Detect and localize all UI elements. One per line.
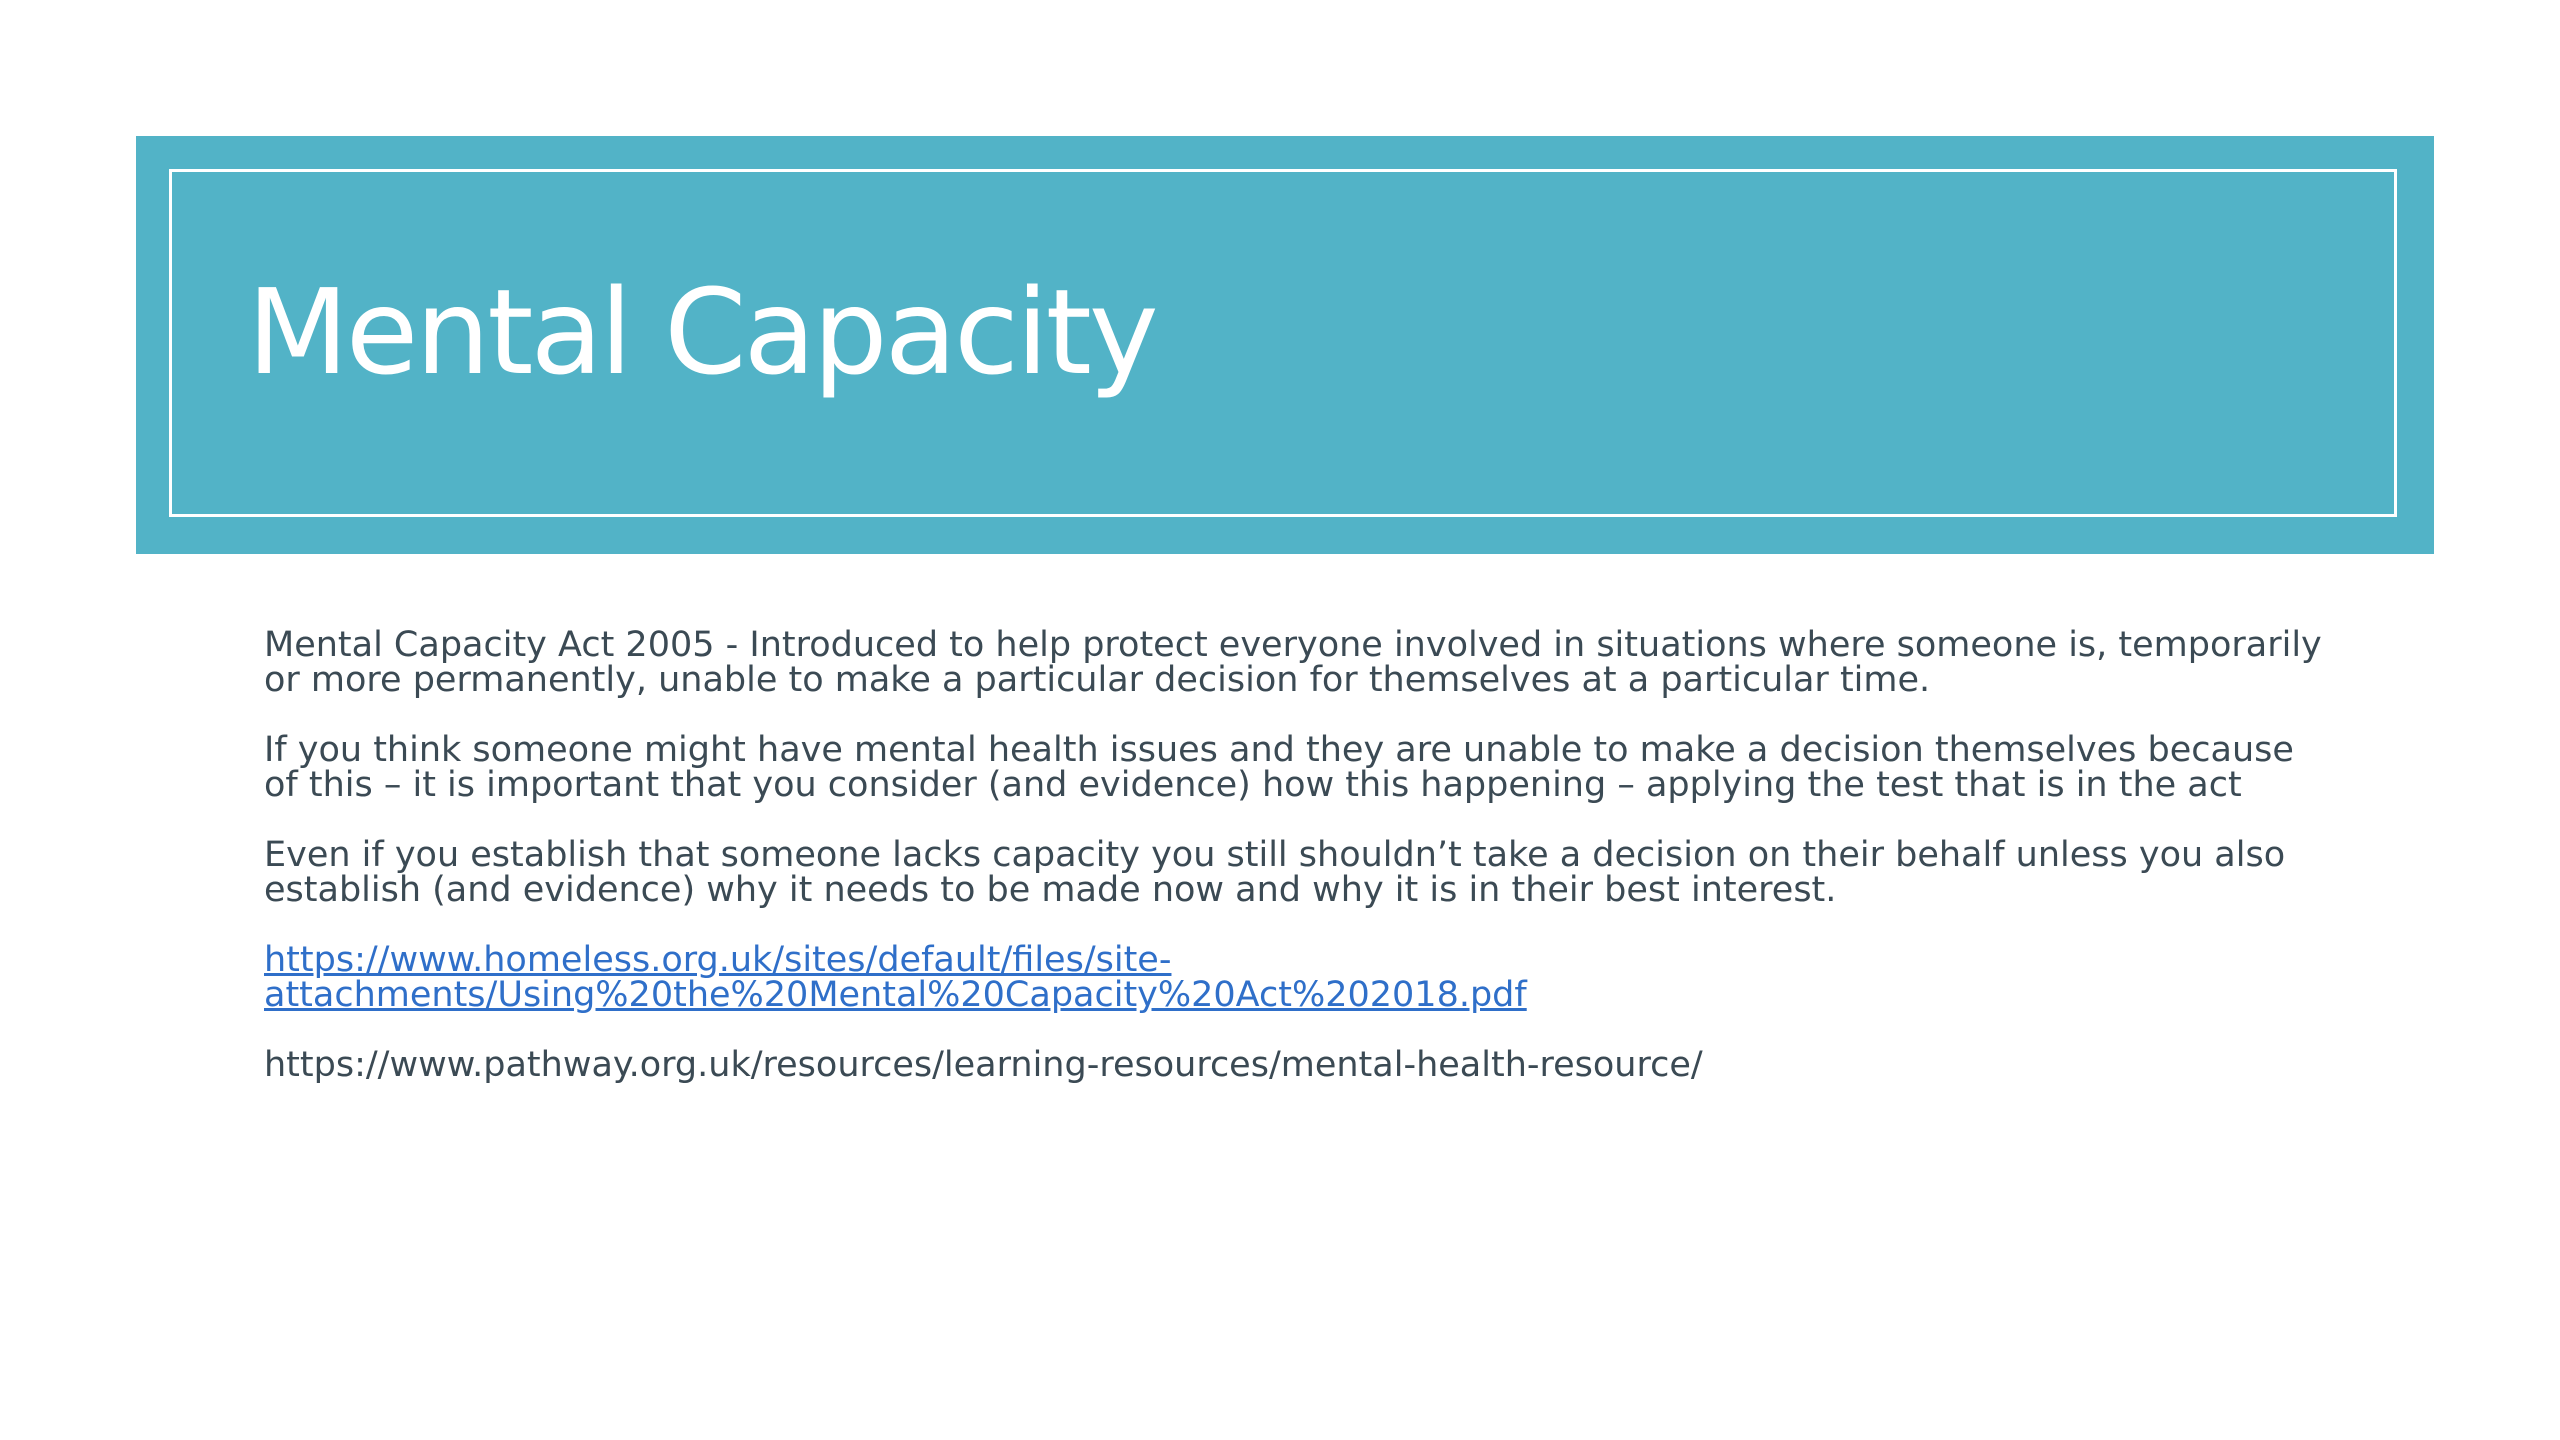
paragraph-mental-health-test: If you think someone might have mental health issues and they are unable to make a decision themselves because of this – it is important that you consider (and evidence) how this happening – applying the test that is in the act bbox=[264, 730, 2294, 805]
paragraph-mca-intro: Mental Capacity Act 2005 - Introduced to help protect everyone involved in situations where someone is, temporarily or more permanently, unable to make a particular decision for themselves at a particular time. bbox=[264, 625, 2322, 700]
title-band bbox=[136, 136, 2434, 554]
homeless-link-line-1: https://www.homeless.org.uk/sites/default/files/site- bbox=[264, 940, 1172, 980]
pathway-url-text: https://www.pathway.org.uk/resources/learning-resources/mental-health-resource/ bbox=[264, 1045, 1703, 1085]
link-paragraph-homeless bbox=[264, 940, 2324, 1015]
homeless-org-link[interactable] bbox=[264, 940, 1527, 1015]
slide-body bbox=[264, 625, 2324, 1118]
slide-title: Mental Capacity bbox=[247, 263, 1156, 401]
homeless-link-line-2: attachments/Using%20the%20Mental%20Capacity%20Act%202018.pdf bbox=[264, 975, 1527, 1015]
paragraph-best-interest: Even if you establish that someone lacks capacity you still shouldn’t take a decision on their behalf unless you also establish (and evidence) why it needs to be made now and why it is in their best interest. bbox=[264, 835, 2286, 910]
